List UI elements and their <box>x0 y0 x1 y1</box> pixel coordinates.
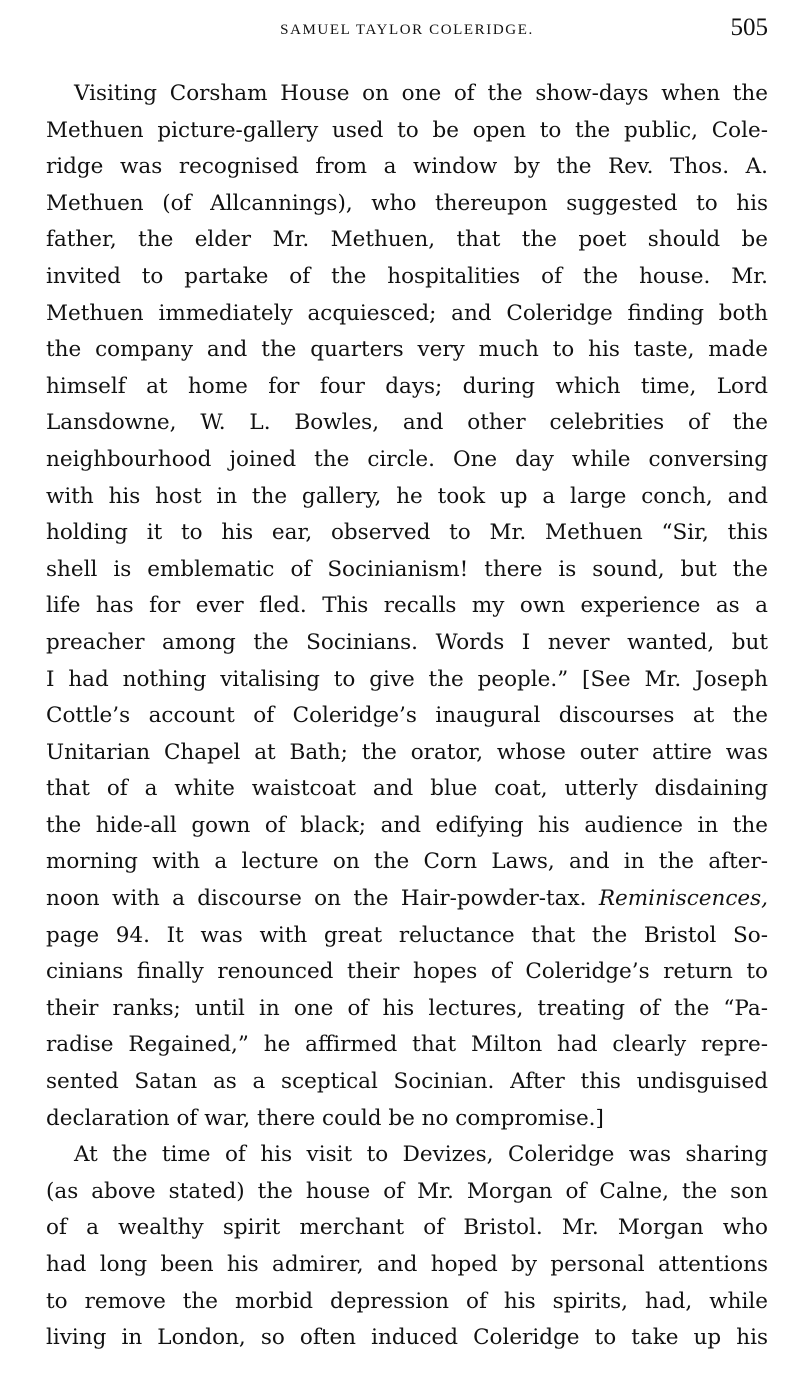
running-title: SAMUEL TAYLOR COLERIDGE. <box>280 22 534 38</box>
text-line: Unitarian Chapel at Bath; the orator, whose outer attire was <box>46 739 768 765</box>
text-line: shell is emblematic of Socinianism! there is sound, but the <box>46 556 768 582</box>
text-line: living in London, so often induced Coleridge to take up his <box>46 1325 768 1351</box>
text-line: Cottle’s account of Coleridge’s inaugural discourses at the <box>46 703 768 729</box>
text-line: declaration of war, there could be no compromise.] <box>46 1105 604 1131</box>
text-line: to remove the morbid depression of his spirits, had, while <box>46 1288 768 1314</box>
text-line-with-italic <box>46 881 768 918</box>
text-line: that of a white waistcoat and blue coat, utterly disdaining <box>46 776 768 802</box>
text-line: the company and the quarters very much to his taste, made <box>46 337 768 363</box>
book-page <box>46 10 768 1357</box>
text-line: with his host in the gallery, he took up a large conch, and <box>46 483 768 509</box>
text-line-prefix: noon with a discourse on the Hair-powder-tax. <box>46 886 599 912</box>
text-line: At the time of his visit to Devizes, Coleridge was sharing <box>74 1142 768 1168</box>
text-line: cinians finally renounced their hopes of Coleridge’s return to <box>46 959 768 985</box>
text-line: father, the elder Mr. Methuen, that the poet should be <box>46 227 768 253</box>
text-line: (as above stated) the house of Mr. Morgan of Calne, the son <box>46 1178 768 1204</box>
page-number: 505 <box>730 14 768 41</box>
running-header <box>46 10 768 52</box>
text-line: Methuen immediately acquiesced; and Coleridge finding both <box>46 300 768 326</box>
text-line: ridge was recognised from a window by the Rev. Thos. A. <box>46 154 768 180</box>
text-line: page 94. It was with great reluctance that the Bristol So- <box>46 922 768 948</box>
text-line: had long been his admirer, and hoped by personal attentions <box>46 1252 768 1277</box>
text-line: Lansdowne, W. L. Bowles, and other celebrities of the <box>46 410 768 436</box>
text-line: radise Regained,” he affirmed that Milton had clearly repre- <box>46 1032 768 1058</box>
italic-title-reminiscences: Reminiscences, <box>598 886 768 912</box>
text-line: himself at home for four days; during which time, Lord <box>46 373 768 399</box>
text-line: morning with a lecture on the Corn Laws, and in the after- <box>46 849 768 875</box>
text-line: invited to partake of the hospitalities of the house. Mr. <box>46 263 768 289</box>
text-line: Visiting Corsham House on one of the show-days when the <box>74 81 768 106</box>
text-line: the hide-all gown of black; and edifying his audience in the <box>46 812 768 838</box>
text-line: sented Satan as a sceptical Socinian. After this undisguised <box>46 1069 768 1095</box>
text-line: neighbourhood joined the circle. One day while conversing <box>46 446 768 472</box>
text-line: preacher among the Socinians. Words I never wanted, but <box>46 629 768 655</box>
text-line: life has for ever fled. This recalls my own experience as a <box>46 593 768 619</box>
text-line: Methuen (of Allcannings), who thereupon suggested to his <box>46 190 768 216</box>
text-line: I had nothing vitalising to give the people.” [See Mr. Joseph <box>46 666 768 692</box>
text-line: of a wealthy spirit merchant of Bristol. Mr. Morgan who <box>46 1215 768 1241</box>
text-line: Methuen picture-gallery used to be open to the public, Cole- <box>46 117 768 143</box>
paragraph-1 <box>46 76 768 1137</box>
body-text <box>46 76 768 1357</box>
paragraph-2 <box>46 1137 768 1357</box>
text-line: their ranks; until in one of his lectures, treating of the “Pa- <box>46 995 768 1021</box>
text-line: holding it to his ear, observed to Mr. Methuen “Sir, this <box>46 520 768 546</box>
